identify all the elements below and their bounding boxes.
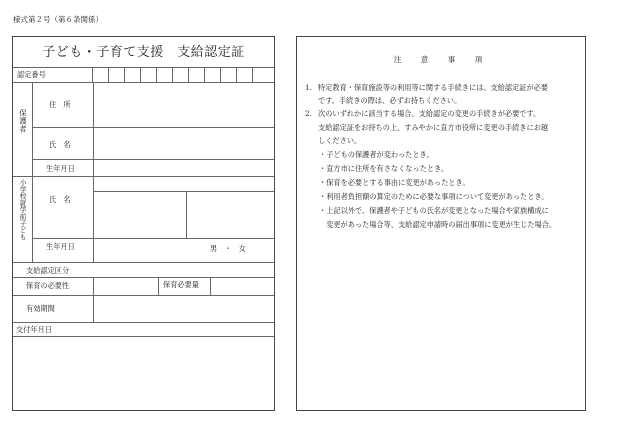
col-divider [158, 277, 159, 295]
digit-box-divider [252, 67, 253, 82]
child-birthdate-label: 生年月日 [46, 242, 75, 251]
notice-bullet: ・保育を必要とする事由に変更があったとき。 [319, 178, 470, 187]
row-divider [32, 238, 274, 239]
child-label: 小学校就学前子ども [18, 179, 26, 241]
digit-box-divider [188, 67, 189, 82]
row-divider [13, 322, 274, 323]
row-divider [13, 82, 274, 83]
digit-box-divider [204, 67, 205, 82]
row-divider [13, 176, 274, 177]
guardian-address-label: 住 所 [49, 100, 71, 109]
digit-box-divider [108, 67, 109, 82]
notice-bullet: ・子どもの保護者が変わったとき。 [319, 150, 434, 159]
row-divider [13, 295, 274, 296]
notice-line: 次のいずれかに該当する場合、支給認定の変更の手続きが必要です。 [318, 109, 541, 118]
child-name-label: 氏 名 [49, 195, 71, 204]
certificate-title: 子ども・子育て支援 支給認定証 [42, 45, 245, 60]
row-divider [93, 191, 274, 192]
notice-card [296, 36, 586, 411]
care-necessity-label: 保育の必要性 [26, 281, 70, 290]
notice-line: 支給認定証をお持ちの上、すみやかに直方市役所に変更の手続きにお越 [318, 123, 549, 132]
guardian-name-label: 氏 名 [49, 140, 71, 149]
digit-box-divider [220, 67, 221, 82]
issue-date-label: 交付年月日 [16, 325, 52, 334]
digit-box-divider [124, 67, 125, 82]
digit-box-divider [140, 67, 141, 82]
certificate-card [12, 36, 275, 411]
guardian-birthdate-label: 生年月日 [46, 164, 75, 173]
notice-title: 注 意 事 項 [393, 55, 489, 64]
sex-options: 男 ・ 女 [210, 244, 246, 253]
notice-bullet: ・上記以外で、保護者や子どもの氏名が変更となった場合や家族構成に [319, 206, 549, 215]
row-divider [13, 67, 274, 68]
notice-item-number: 1. [305, 83, 312, 92]
row-divider [13, 277, 274, 278]
digit-box-divider [172, 67, 173, 82]
notice-line: 特定教育・保育施設等の利用等に関する手続きには、支給認定証が必要 [318, 83, 549, 92]
col-divider [210, 277, 211, 295]
row-divider [32, 159, 274, 160]
guardian-label: 保護者 [19, 109, 28, 134]
digit-box-divider [156, 67, 157, 82]
notice-bullet: ・直方市に住所を有さなくなったとき。 [319, 164, 449, 173]
certification-number-label: 認定番号 [17, 70, 46, 79]
notice-line: しください。 [318, 136, 362, 145]
col-divider [93, 295, 94, 322]
digit-box-divider [236, 67, 237, 82]
notice-line: です。手続きの際は、必ずお持ちください。 [318, 96, 462, 105]
row-divider [13, 336, 274, 337]
col-divider [92, 67, 93, 82]
row-divider [13, 262, 274, 263]
form-number-label: 様式第２号（第６条関係） [13, 15, 103, 24]
col-divider [93, 82, 94, 262]
col-divider [93, 277, 94, 295]
row-divider [32, 127, 274, 128]
notice-bullet: ・利用者負担額の算定のために必要な事項について変更があったとき。 [319, 192, 549, 201]
care-amount-label: 保育必要量 [163, 280, 199, 289]
col-divider [32, 82, 33, 262]
certification-category-label: 支給認定区分 [26, 266, 70, 275]
col-divider [186, 191, 187, 238]
notice-bullet: 変更があった場合等、支給認定申請時の届出事項に変更が生じた場合。 [319, 220, 557, 229]
notice-item-number: 2. [305, 109, 312, 118]
validity-period-label: 有効期間 [26, 304, 55, 313]
